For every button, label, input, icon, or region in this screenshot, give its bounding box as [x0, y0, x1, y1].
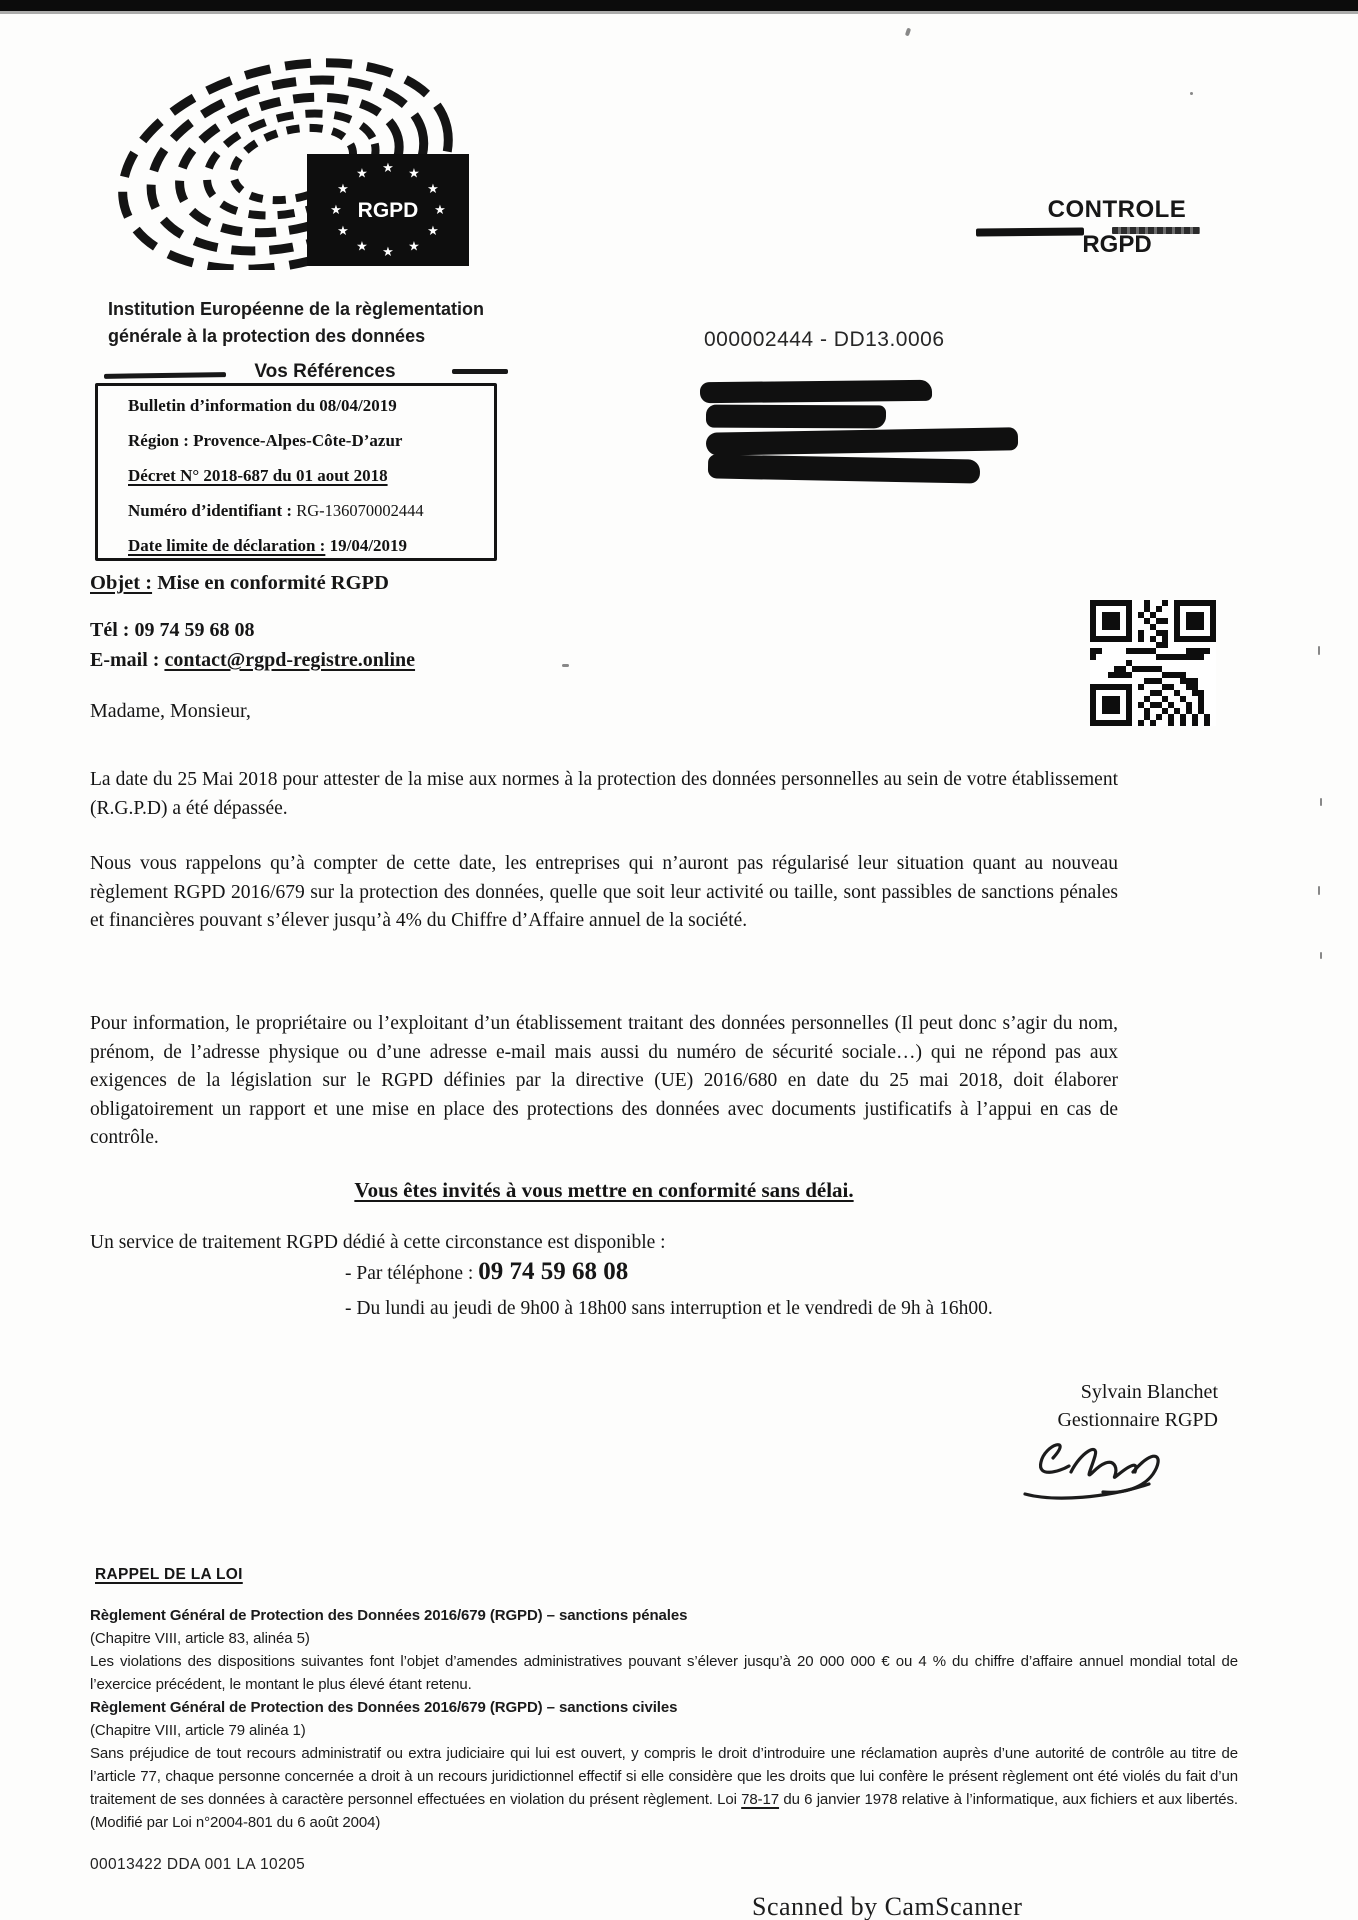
- svg-text:★: ★: [382, 244, 394, 259]
- service-hours: - Du lundi au jeudi de 9h00 à 18h00 sans interruption et le vendredi de 9h à 16h00.: [345, 1298, 993, 1319]
- redacted-text-bar: [706, 427, 1018, 455]
- scan-speck: [1320, 952, 1322, 959]
- legal-civil-ref: (Chapitre VIII, article 79 alinéa 1): [90, 1722, 306, 1739]
- references-rule-right: [452, 369, 508, 374]
- service-intro: Un service de traitement RGPD dédié à cette circonstance est disponible :: [90, 1232, 666, 1253]
- phone-line: [90, 619, 254, 642]
- identifiant-value: RG-136070002444: [296, 501, 424, 520]
- subject-text: Mise en conformité RGPD: [157, 572, 389, 594]
- document-code: 00013422 DDA 001 LA 10205: [90, 1856, 306, 1873]
- scan-speck: [905, 28, 911, 37]
- scanner-credit: Scanned by CamScanner: [752, 1892, 1023, 1920]
- qr-code: [1090, 600, 1216, 726]
- service-phone-label: - Par téléphone :: [345, 1263, 474, 1284]
- file-number: 000002444 - DD13.0006: [704, 328, 945, 351]
- org-name-line1: Institution Européenne de la règlementation: [108, 299, 485, 319]
- legal-civil-law-ref: 78-17: [741, 1791, 780, 1808]
- reference-identifiant: [128, 501, 424, 521]
- reference-decret: Décret N° 2018-687 du 01 aout 2018: [128, 466, 388, 485]
- subject-label: Objet :: [90, 572, 153, 594]
- svg-text:★: ★: [434, 202, 446, 217]
- signature-block: [900, 1378, 1218, 1434]
- reference-deadline: [128, 536, 407, 556]
- legal-civil-text: [90, 1742, 1238, 1834]
- svg-text:★: ★: [356, 238, 368, 254]
- scan-speck: [562, 664, 569, 667]
- signatory-role: Gestionnaire RGPD: [1057, 1409, 1218, 1431]
- compliance-notice: [90, 1176, 1118, 1205]
- scan-speck: [1318, 646, 1320, 655]
- redacted-text-bar: [700, 380, 932, 403]
- scan-artifact-top-edge: [0, 0, 1358, 11]
- svg-text:★: ★: [427, 223, 439, 238]
- legal-penal-text: Les violations des dispositions suivantes font l’objet d’amendes administratives pouvant s’élever jusqu’à 20 000 000 € ou 4 % du chiffre d’affaire annuel mondial total de l’exercice précédent, le montant le plus élevé étant retenu.: [90, 1653, 1238, 1693]
- legal-penal-ref: (Chapitre VIII, article 83, alinéa 5): [90, 1630, 310, 1647]
- email-value: contact@rgpd-registre.online: [164, 649, 416, 671]
- service-phone-number: 09 74 59 68 08: [478, 1258, 629, 1285]
- svg-text:★: ★: [427, 181, 439, 196]
- paragraph-3: Pour information, le propriétaire ou l’exploitant d’un établissement traitant des données personnelles (Il peut donc s’agir du nom, prénom, de l’adresse physique ou d’une adresse e-mail mais aussi du numéro de sécurité sociale…) qui ne répond pas aux exigences de la législation sur le RGPD définies par la directive (UE) 2016/680 en date du 25 mai 2018, doit élaborer obligatoirement un rapport et une mise en place des protections des données avec documents justificatifs à l’appui en cas de contrôle.: [90, 1013, 1118, 1148]
- redacted-text-bar: [708, 454, 980, 483]
- handwritten-signature: [1015, 1428, 1175, 1513]
- deadline-label: Date limite de déclaration :: [128, 536, 326, 555]
- service-phone-line: [345, 1258, 628, 1286]
- scan-speck: [1320, 798, 1322, 806]
- identifiant-label: Numéro d’identifiant :: [128, 501, 293, 520]
- svg-text:★: ★: [356, 165, 368, 181]
- deadline-value: 19/04/2019: [329, 536, 408, 555]
- legal-civil-text-part1: Sans préjudice de tout recours administratif ou extra judiciaire qui lui est ouvert, y compris le droit d’introduire une réclamation auprès d’une autorité de contrôle au titre de l’article 77, chaque personne concernée a droit à un recours juridictionnel effectif si elle considère que les droits que lui confère le présent règlement ont été violés du fait d’un traitement de ses données à caractère personnel effectuées en violation du présent règlement. Loi: [90, 1745, 1238, 1808]
- email-label: E-mail :: [90, 649, 160, 671]
- redacted-text-bar: [706, 405, 886, 429]
- references-box: [95, 383, 497, 561]
- signatory-name: Sylvain Blanchet: [1080, 1381, 1218, 1403]
- svg-text:★: ★: [382, 160, 394, 175]
- legal-penal-title: Règlement Général de Protection des Données 2016/679 (RGPD) – sanctions pénales: [90, 1607, 688, 1624]
- compliance-notice-text: Vous êtes invités à vous mettre en conformité sans délai.: [354, 1178, 854, 1202]
- svg-text:★: ★: [330, 202, 342, 217]
- rgpd-eu-logo: [95, 52, 475, 270]
- svg-text:★: ★: [337, 181, 349, 196]
- scan-speck: [1190, 92, 1193, 95]
- salutation: Madame, Monsieur,: [90, 700, 251, 722]
- reference-bulletin: Bulletin d’information du 08/04/2019: [128, 396, 397, 415]
- references-heading: Vos Références: [254, 361, 396, 382]
- svg-text:★: ★: [408, 165, 420, 181]
- control-title: CONTROLE: [1047, 196, 1187, 223]
- control-subtitle: RGPD: [1082, 231, 1152, 258]
- phone-value: 09 74 59 68 08: [134, 619, 255, 641]
- legal-civil-title: Règlement Général de Protection des Données 2016/679 (RGPD) – sanctions civiles: [90, 1699, 678, 1716]
- legal-civil-text-part2: du 6 janvier 1978 relative à l’informatique, aux fichiers et aux libertés. (Modifié par Loi n°2004-801 du 6 août 2004): [90, 1791, 1238, 1831]
- reference-region: Région : Provence-Alpes-Côte-D’azur: [128, 431, 403, 450]
- phone-label: Tél :: [90, 619, 130, 641]
- email-line: [90, 649, 415, 672]
- scan-speck: [1318, 886, 1320, 895]
- paragraph-2: Nous vous rappelons qu’à compter de cette date, les entreprises qui n’auront pas régularisé leur situation quant au nouveau règlement RGPD 2016/679 sur la protection des données, quelle que soit leur activité ou taille, sont passibles de sanctions pénales et financières pouvant s’élever jusqu’à 4% du Chiffre d’Affaire annuel de la société.: [90, 853, 1118, 931]
- logo-label: RGPD: [357, 199, 419, 222]
- org-name-line2: générale à la protection des données: [108, 326, 426, 346]
- org-name: [108, 296, 484, 350]
- references-rule-left: [104, 372, 226, 379]
- legal-heading: RAPPEL DE LA LOI: [95, 1566, 243, 1583]
- svg-text:★: ★: [408, 238, 420, 254]
- subject-line: [90, 572, 389, 595]
- paragraph-1: La date du 25 Mai 2018 pour attester de la mise aux normes à la protection des données personnelles au sein de votre établissement (R.G.P.D) a été dépassée.: [90, 769, 1118, 819]
- svg-text:★: ★: [337, 223, 349, 238]
